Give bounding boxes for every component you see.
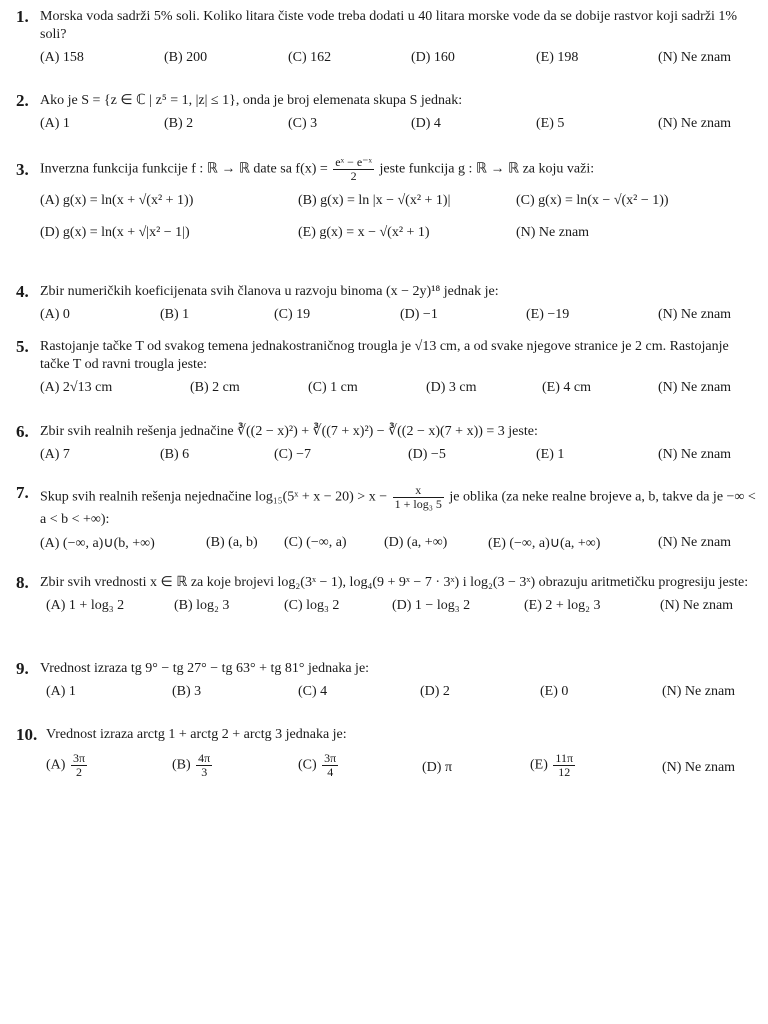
question-text: Ako je S = {z ∈ ℂ | z⁵ = 1, |z| ≤ 1}, onda je broj elemenata skupa S jednak:	[40, 93, 463, 108]
option-e[interactable]	[530, 752, 577, 779]
fraction	[393, 484, 444, 511]
fraction-denominator: 1 + log₃ 5	[394, 497, 442, 511]
option-e[interactable]: (E) 0	[540, 684, 569, 699]
option-b[interactable]: (B) 1	[160, 307, 190, 322]
answer-options	[16, 684, 756, 708]
option-c[interactable]: (C) 162	[288, 50, 332, 65]
question-number: 7.	[16, 483, 29, 502]
question-text-start: Inverzna funkcija funkcije f : ℝ → ℝ date sa f(x) =	[40, 161, 328, 177]
fraction-numerator: eˣ − e⁻ˣ	[335, 155, 372, 169]
question-number: 6.	[16, 422, 29, 441]
option-n[interactable]: (N) Ne znam	[658, 116, 732, 131]
option-c[interactable]: (C) g(x) = ln(x − √(x² − 1))	[516, 193, 669, 208]
option-n[interactable]: (N) Ne znam	[658, 50, 732, 65]
option-b[interactable]: (B) 6	[160, 447, 190, 462]
fraction-denominator: 2	[75, 765, 82, 779]
option-a[interactable]: (A) 1 + log₃ 2	[46, 598, 125, 613]
option-b[interactable]: (B) log₂ 3	[174, 598, 230, 613]
option-n[interactable]: (N) Ne znam	[662, 684, 736, 699]
option-e[interactable]: (E) 5	[536, 116, 565, 131]
question-number: 10.	[16, 725, 38, 744]
option-label: (B)	[172, 757, 191, 773]
option-b[interactable]: (B) 3	[172, 684, 202, 699]
fraction	[322, 752, 338, 779]
option-b[interactable]: (B) (a, b)	[206, 535, 258, 550]
option-b[interactable]: (B) 2 cm	[190, 380, 240, 395]
option-label: (C)	[298, 757, 317, 773]
option-n[interactable]: (N) Ne znam	[516, 225, 590, 240]
option-c[interactable]: (C) 3	[288, 116, 318, 131]
option-b[interactable]: (B) 200	[164, 50, 208, 65]
question-number: 3.	[16, 159, 29, 179]
answer-options	[16, 50, 756, 74]
question-text: Vrednost izraza tg 9° − tg 27° − tg 63° + tg 81° jednaka je:	[40, 661, 370, 676]
option-e[interactable]: (E) 1	[536, 447, 565, 462]
question-number: 4.	[16, 282, 29, 301]
fraction-numerator: x	[393, 484, 444, 498]
question-number: 5.	[16, 337, 29, 356]
question-4	[16, 283, 756, 331]
question-5	[16, 338, 756, 404]
option-c[interactable]: (C) 1 cm	[308, 380, 358, 395]
answer-options	[16, 598, 756, 622]
question-number: 2.	[16, 91, 29, 110]
option-a[interactable]: (A) g(x) = ln(x + √(x² + 1))	[40, 193, 194, 208]
fraction	[196, 752, 212, 779]
question-7	[16, 484, 756, 559]
fraction-numerator: 3π	[324, 751, 337, 765]
option-n[interactable]: (N) Ne znam	[662, 760, 736, 775]
option-label: (E)	[530, 757, 548, 773]
option-e[interactable]: (E) 198	[536, 50, 579, 65]
fraction-denominator: 2	[350, 169, 357, 183]
question-1	[16, 8, 756, 74]
option-a[interactable]	[46, 752, 89, 779]
answer-options	[16, 116, 756, 140]
answer-options	[16, 380, 756, 404]
answer-options-row-1	[16, 193, 756, 217]
option-label: (A)	[46, 757, 66, 773]
option-a[interactable]: (A) (−∞, a)∪(b, +∞)	[40, 536, 155, 551]
option-d[interactable]: (D) 4	[411, 116, 441, 131]
fraction	[333, 156, 374, 183]
option-c[interactable]: (C) 19	[274, 307, 311, 322]
question-text-start: Skup svih realnih rešenja nejednačine log₁₅(5ˣ + x − 20) > x −	[40, 489, 388, 505]
option-e[interactable]: (E) −19	[526, 307, 570, 322]
fraction-numerator: 4π	[198, 751, 211, 765]
option-d[interactable]: (D) −1	[400, 307, 438, 322]
option-d[interactable]: (D) 3 cm	[426, 380, 477, 395]
option-e[interactable]: (E) g(x) = x − √(x² + 1)	[298, 225, 430, 240]
answer-options	[16, 447, 756, 471]
question-number: 8.	[16, 573, 29, 592]
option-e[interactable]: (E) 4 cm	[542, 380, 591, 395]
option-d[interactable]: (D) −5	[408, 447, 446, 462]
question-number: 9.	[16, 659, 29, 678]
option-c[interactable]	[298, 752, 340, 779]
answer-options	[16, 535, 756, 559]
fraction-denominator: 12	[558, 765, 571, 779]
option-d[interactable]: (D) 2	[420, 684, 450, 699]
answer-options	[16, 752, 756, 792]
question-text-end: jeste funkcija g : ℝ → ℝ za koju važi:	[379, 161, 595, 177]
question-text: Zbir svih vrednosti x ∈ ℝ za koje brojevi log₂(3ˣ − 1), log₄(9 + 9ˣ − 7 · 3ˣ) i log₂(3 − 3ˣ) obrazuju aritmetičku progresiju jeste:	[40, 575, 749, 590]
fraction	[71, 752, 87, 779]
fraction	[553, 752, 575, 779]
option-b[interactable]	[172, 752, 214, 779]
option-b[interactable]: (B) g(x) = ln |x − √(x² + 1)|	[298, 193, 451, 208]
option-n[interactable]: (N) Ne znam	[660, 598, 734, 613]
fraction-numerator: 11π	[555, 751, 574, 765]
option-c[interactable]: (C) log₃ 2	[284, 598, 340, 613]
option-a[interactable]: (A) 1	[46, 684, 76, 699]
question-number: 1.	[16, 7, 29, 26]
fraction-numerator: 3π	[72, 751, 85, 765]
answer-options-row-2	[16, 225, 756, 249]
option-n[interactable]: (N) Ne znam	[658, 535, 732, 550]
question-text: Zbir numeričkih koeficijenata svih članova u razvoju binoma (x − 2y)¹⁸ jednak je:	[40, 284, 499, 299]
answer-options	[16, 307, 756, 331]
option-b[interactable]: (B) 2	[164, 116, 194, 131]
option-c[interactable]: (C) (−∞, a)	[284, 535, 347, 550]
question-text-end: je oblika (za neke realne brojeve a, b, takve da je −∞ < a < b < +∞):	[40, 489, 756, 527]
question-9	[16, 660, 756, 708]
option-c[interactable]: (C) 4	[298, 684, 328, 699]
question-text: Rastojanje tačke T od svakog temena jednakostraničnog trougla je √13 cm, a od svake njegove stranice je 2 cm. Rastojanje tačke T od ravni trougla jeste:	[40, 339, 729, 372]
option-a[interactable]: (A) 1	[40, 116, 70, 131]
fraction-denominator: 3	[201, 765, 208, 779]
option-a[interactable]: (A) 2√13 cm	[40, 380, 113, 395]
option-d[interactable]: (D) 1 − log₃ 2	[392, 598, 471, 613]
option-n[interactable]: (N) Ne znam	[658, 307, 732, 322]
fraction-denominator: 4	[327, 765, 334, 779]
option-n[interactable]: (N) Ne znam	[658, 380, 732, 395]
option-d[interactable]: (D) 160	[411, 50, 455, 65]
question-10	[16, 726, 756, 792]
option-d[interactable]: (D) g(x) = ln(x + √|x² − 1|)	[40, 225, 190, 240]
option-a[interactable]: (A) 158	[40, 50, 84, 65]
question-text: Vrednost izraza arctg 1 + arctg 2 + arctg 3 jednaka je:	[46, 727, 347, 742]
option-value: π	[444, 760, 453, 775]
question-8	[16, 574, 756, 622]
option-d[interactable]	[422, 760, 452, 776]
option-c[interactable]: (C) −7	[274, 447, 312, 462]
question-3	[16, 156, 756, 249]
option-d[interactable]: (D) (a, +∞)	[384, 535, 448, 550]
option-a[interactable]: (A) 7	[40, 447, 70, 462]
option-e[interactable]: (E) 2 + log₂ 3	[524, 598, 601, 613]
option-e[interactable]: (E) (−∞, a)∪(a, +∞)	[488, 536, 601, 551]
question-text: Zbir svih realnih rešenja jednačine ∛((2 − x)²) + ∛((7 + x)²) − ∛((2 − x)(7 + x)) = 3 jeste:	[40, 424, 538, 439]
option-label: (D)	[422, 760, 442, 775]
option-n[interactable]: (N) Ne znam	[658, 447, 732, 462]
option-a[interactable]: (A) 0	[40, 307, 70, 322]
question-2	[16, 92, 756, 140]
question-6	[16, 423, 756, 471]
question-text: Morska voda sadrži 5% soli. Koliko litara čiste vode treba dodati u 40 litara morske vode da se dobije rastvor koji sadrži 1% soli?	[40, 9, 738, 42]
